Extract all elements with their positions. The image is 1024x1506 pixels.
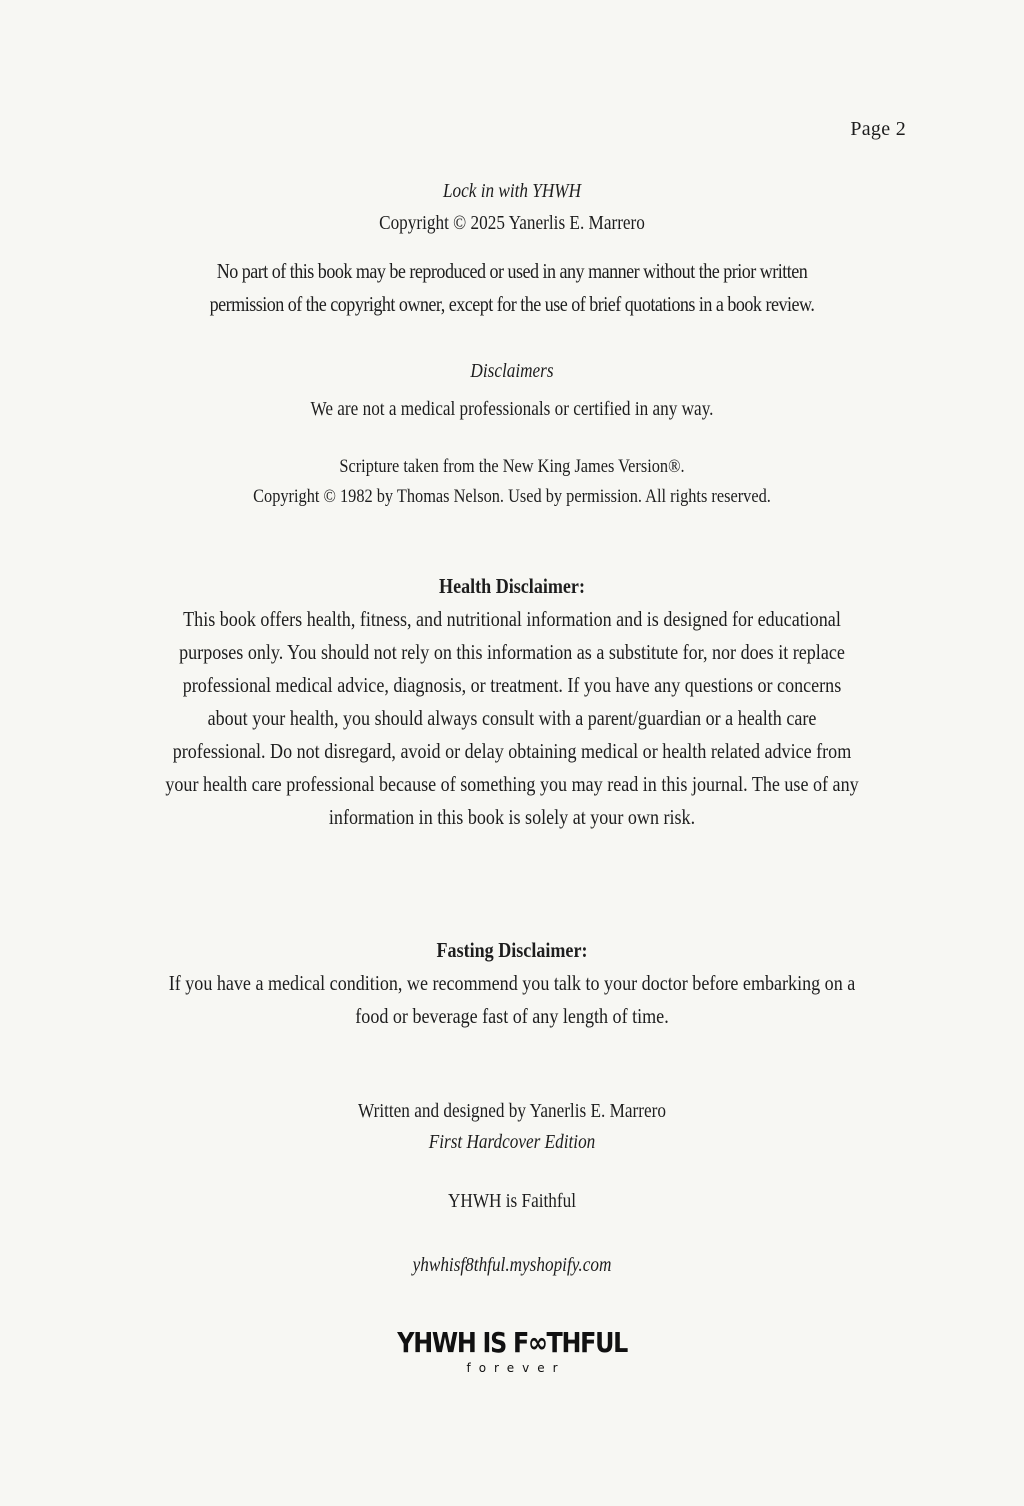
- medical-note: We are not a medical professionals or certified in any way.: [310, 398, 714, 420]
- logo-subtitle: forever: [466, 1361, 566, 1375]
- health-line: information in this book is solely at your own risk.: [328, 805, 696, 829]
- health-line: This book offers health, fitness, and nutritional information and is designed for educational: [183, 607, 841, 631]
- page-number: Page 2: [850, 118, 906, 140]
- fasting-line: If you have a medical condition, we recommend you talk to your doctor before embarking on a: [168, 971, 856, 995]
- edition-line: First Hardcover Edition: [428, 1131, 596, 1153]
- health-line: professional. Do not disregard, avoid or delay obtaining medical or health related advice from: [172, 739, 852, 763]
- scripture-line: Scripture taken from the New King James Version®.: [339, 456, 685, 477]
- book-title: Lock in with YHWH: [442, 180, 582, 202]
- rights-line: permission of the copyright owner, except for the use of brief quotations in a book review.: [209, 292, 815, 316]
- fasting-disclaimer: [72, 934, 953, 1033]
- credits: [72, 1096, 953, 1158]
- fasting-line: food or beverage fast of any length of time.: [355, 1004, 669, 1028]
- author-line: Written and designed by Yanerlis E. Marrero: [358, 1100, 666, 1122]
- health-disclaimer: [72, 570, 953, 834]
- health-line: your health care professional because of something you may read in this journal. The use of any: [165, 772, 859, 796]
- copyright-line: Copyright © 2025 Yanerlis E. Marrero: [379, 212, 645, 234]
- disclaimers-heading: Disclaimers: [470, 360, 554, 382]
- rights-statement: [72, 255, 953, 321]
- health-line: professional medical advice, diagnosis, or treatment. If you have any questions or concerns: [182, 673, 842, 697]
- scripture-credit: [72, 452, 953, 512]
- scripture-line: Copyright © 1982 by Thomas Nelson. Used by permission. All rights reserved.: [253, 486, 771, 507]
- logo-wordmark: YHWH IS F∞THFUL: [397, 1326, 627, 1359]
- brand-logo: [0, 1326, 1024, 1375]
- health-line: purposes only. You should not rely on this information as a substitute for, nor does it replace: [179, 640, 845, 664]
- fasting-disclaimer-heading: Fasting Disclaimer:: [436, 938, 588, 962]
- website-link[interactable]: yhwhisf8thful.myshopify.com: [412, 1254, 612, 1276]
- health-line: about your health, you should always consult with a parent/guardian or a health care: [207, 706, 817, 730]
- rights-line: No part of this book may be reproduced or used in any manner without the prior written: [216, 259, 808, 283]
- health-disclaimer-heading: Health Disclaimer:: [439, 574, 585, 598]
- tagline: YHWH is Faithful: [447, 1190, 577, 1212]
